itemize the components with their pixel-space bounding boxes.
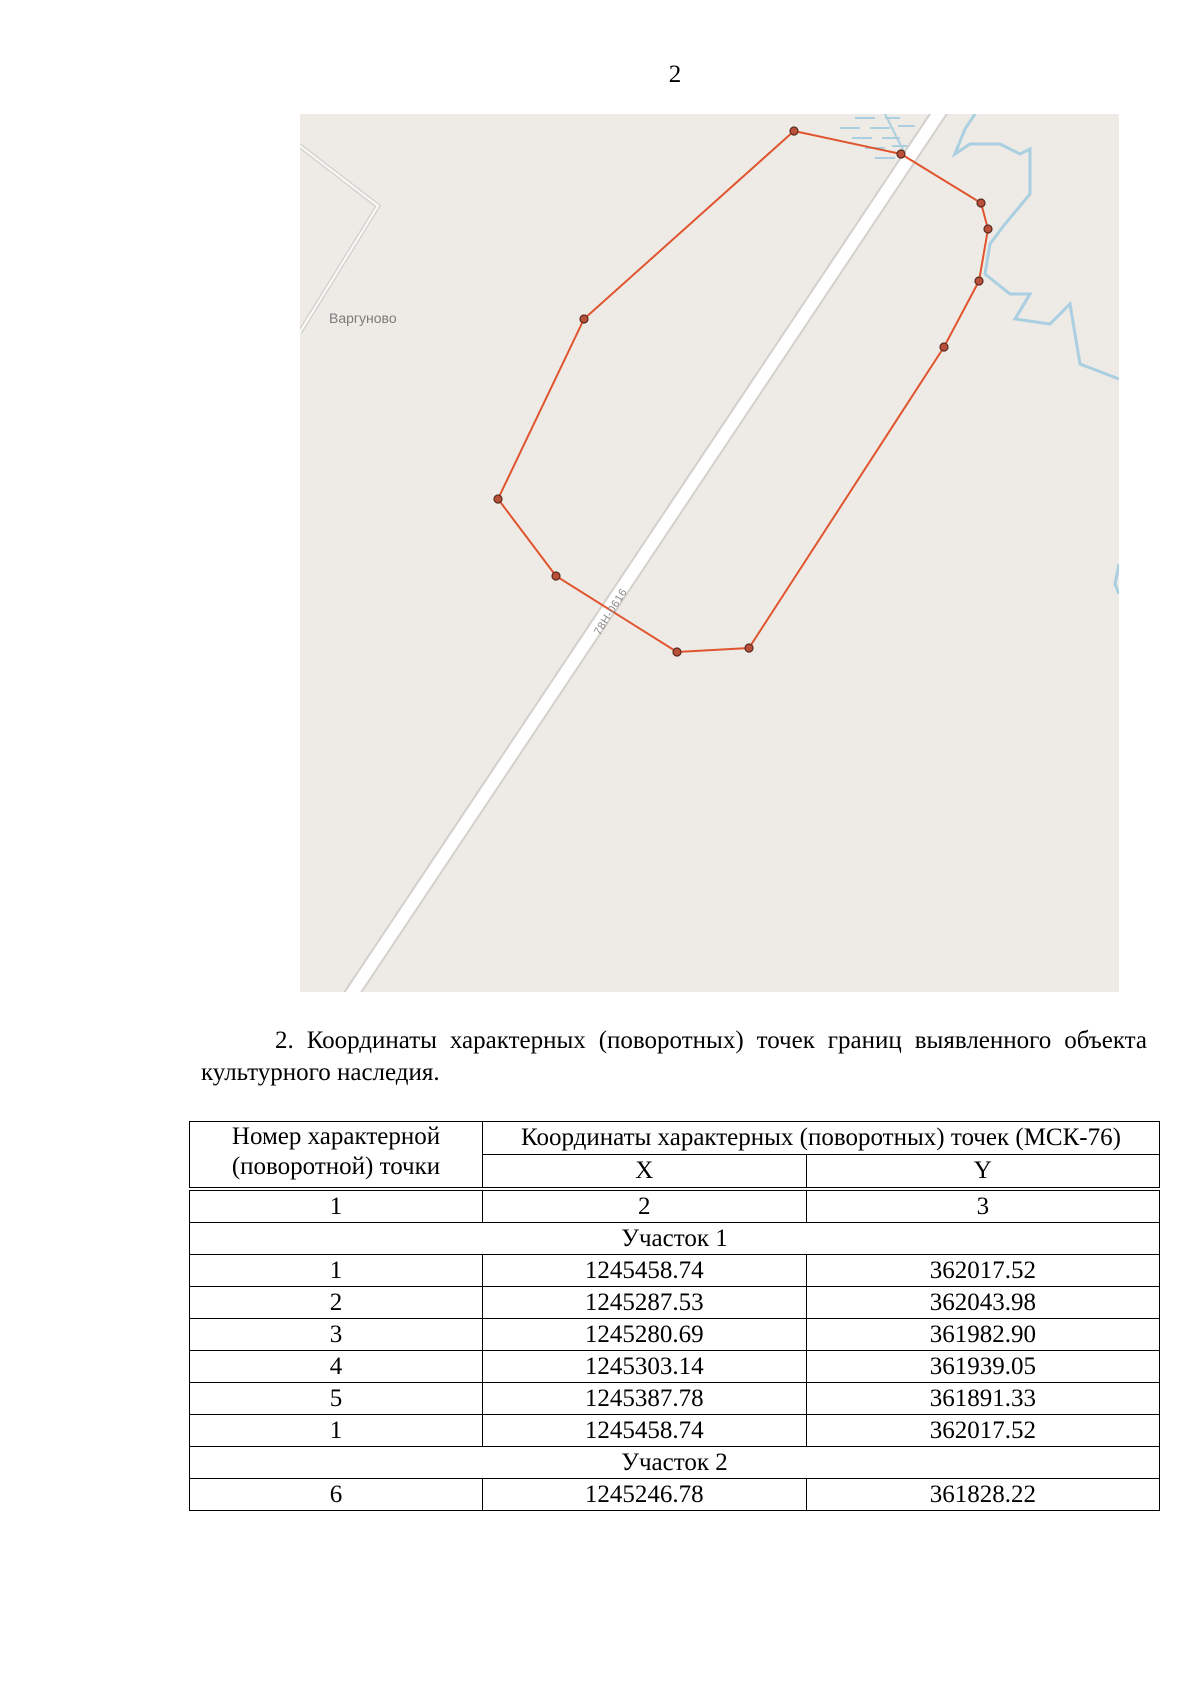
heritage-boundary-polygon bbox=[498, 131, 988, 652]
cell-point: 6 bbox=[190, 1479, 483, 1511]
column-number: 1 bbox=[190, 1189, 483, 1223]
cell-x: 1245280.69 bbox=[482, 1319, 806, 1351]
cell-point: 2 bbox=[190, 1287, 483, 1319]
road-78n-0616 bbox=[345, 114, 945, 992]
section-title: Участок 2 bbox=[190, 1447, 1160, 1479]
cell-y: 361982.90 bbox=[806, 1319, 1159, 1351]
table-row bbox=[190, 1415, 1160, 1447]
cell-point: 5 bbox=[190, 1383, 483, 1415]
boundary-vertex bbox=[552, 572, 560, 580]
boundary-vertex bbox=[940, 343, 948, 351]
cell-x: 1245303.14 bbox=[482, 1351, 806, 1383]
header-x: X bbox=[482, 1155, 806, 1190]
cell-x: 1245458.74 bbox=[482, 1255, 806, 1287]
cell-y: 361891.33 bbox=[806, 1383, 1159, 1415]
cell-y: 362017.52 bbox=[806, 1415, 1159, 1447]
cell-x: 1245387.78 bbox=[482, 1383, 806, 1415]
cell-y: 361939.05 bbox=[806, 1351, 1159, 1383]
cell-point: 1 bbox=[190, 1255, 483, 1287]
table-row bbox=[190, 1383, 1160, 1415]
table-row bbox=[190, 1287, 1160, 1319]
boundary-vertex bbox=[975, 277, 983, 285]
boundary-vertex bbox=[580, 315, 588, 323]
road-label: 78Н-0616 bbox=[592, 586, 630, 638]
cell-point: 1 bbox=[190, 1415, 483, 1447]
header-coordinates-group: Координаты характерных (поворотных) точек (МСК-76) bbox=[482, 1122, 1159, 1155]
column-number-row bbox=[190, 1189, 1160, 1223]
cell-x: 1245246.78 bbox=[482, 1479, 806, 1511]
header-point-number: Номер характерной (поворотной) точки bbox=[190, 1122, 483, 1190]
cell-y: 362043.98 bbox=[806, 1287, 1159, 1319]
table-row bbox=[190, 1319, 1160, 1351]
cell-point: 3 bbox=[190, 1319, 483, 1351]
cell-y: 362017.52 bbox=[806, 1255, 1159, 1287]
cell-point: 4 bbox=[190, 1351, 483, 1383]
table-row bbox=[190, 1479, 1160, 1511]
cell-x: 1245458.74 bbox=[482, 1415, 806, 1447]
section-title: Участок 1 bbox=[190, 1223, 1160, 1255]
boundary-vertex bbox=[745, 644, 753, 652]
river-fragment bbox=[1115, 564, 1119, 594]
boundary-vertices bbox=[494, 127, 992, 656]
table-row bbox=[190, 1255, 1160, 1287]
section-title-row bbox=[190, 1447, 1160, 1479]
boundary-map bbox=[300, 114, 1119, 992]
boundary-vertex bbox=[977, 199, 985, 207]
place-label: Варгуново bbox=[329, 310, 397, 326]
boundary-vertex bbox=[790, 127, 798, 135]
boundary-vertex bbox=[984, 225, 992, 233]
boundary-vertex bbox=[494, 495, 502, 503]
river bbox=[955, 114, 1119, 379]
cell-x: 1245287.53 bbox=[482, 1287, 806, 1319]
column-number: 3 bbox=[806, 1189, 1159, 1223]
section-paragraph: 2. Координаты характерных (поворотных) точек границ выявленного объекта культурного наследия. bbox=[201, 1027, 1147, 1086]
boundary-vertex bbox=[673, 648, 681, 656]
admin-boundary-line bbox=[300, 146, 378, 332]
column-number: 2 bbox=[482, 1189, 806, 1223]
page-number: 2 bbox=[668, 61, 682, 88]
section-title-row bbox=[190, 1223, 1160, 1255]
table-row bbox=[190, 1351, 1160, 1383]
header-y: Y bbox=[806, 1155, 1159, 1190]
table-header-row bbox=[190, 1122, 1160, 1155]
boundary-vertex bbox=[897, 150, 905, 158]
cell-y: 361828.22 bbox=[806, 1479, 1159, 1511]
coordinates-table bbox=[189, 1121, 1160, 1511]
map-canvas bbox=[300, 114, 1119, 992]
